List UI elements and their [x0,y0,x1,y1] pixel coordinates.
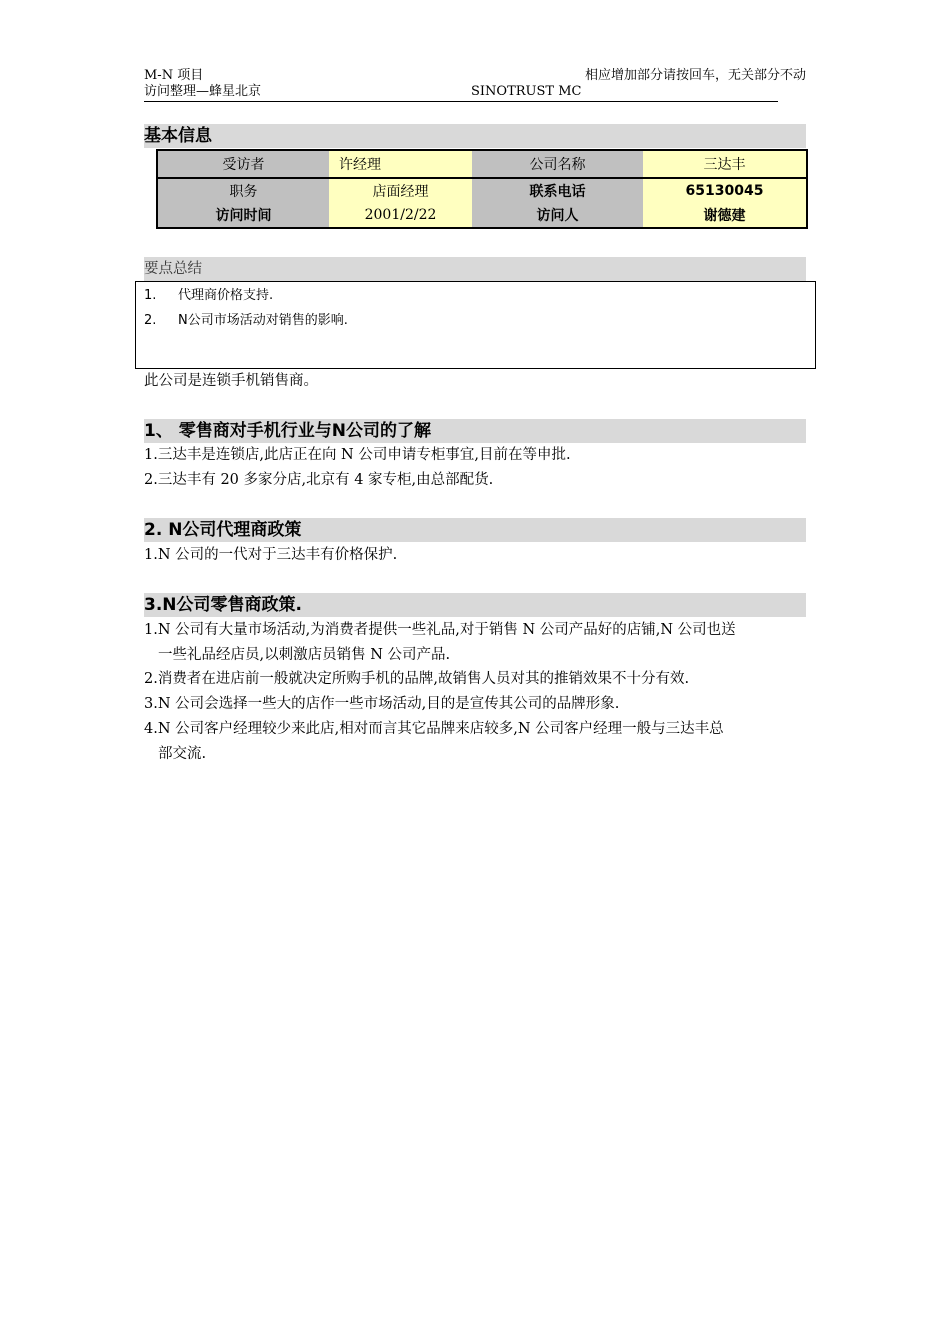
basic-info-table [156,149,808,229]
info-row [157,150,807,178]
value-visitor: 谢德建 [643,203,807,228]
value-position: 店面经理 [329,178,472,203]
value-company-name: 三达丰 [643,150,807,178]
info-row [157,178,807,203]
section-1-line: 1.三达丰是连锁店,此店正在向 N 公司申请专柜事宜,目前在等申批. [144,447,571,463]
section-1-title: 1、 零售商对手机行业与N公司的了解 [144,421,431,441]
section-2-title: 2. N公司代理商政策 [144,520,302,540]
section-3-line: 4.N 公司客户经理较少来此店,相对而言其它品牌来店较多,N 公司客户经理一般与三达丰总 [144,721,724,737]
summary-item-text: 代理商价格支持. [178,288,274,303]
summary-item [144,287,273,305]
header-note: 相应增加部分请按回车，无关部分不动 [584,68,806,83]
label-visitor: 访问人 [472,203,643,228]
summary-item-number: 1. [144,288,157,303]
header-subtitle: 访问整理—蜂星北京 [144,84,262,99]
section-1-line: 2.三达丰有 20 多家分店,北京有 4 家专柜,由总部配货. [144,472,494,488]
section-2-line: 1.N 公司的一代对于三达丰有价格保护. [144,547,398,563]
header-project: M-N 项目 [144,68,204,83]
label-phone: 联系电话 [472,178,643,203]
value-phone: 65130045 [643,178,807,203]
section-3-line: 部交流. [158,746,207,762]
summary-box [135,281,816,369]
summary-item-number: 2. [144,313,157,328]
value-visit-time: 2001/2/22 [329,203,472,228]
basic-info-title: 基本信息 [144,126,212,146]
section-3-line: 1.N 公司有大量市场活动,为消费者提供一些礼品,对于销售 N 公司产品好的店铺,N 公司也送 [144,622,736,638]
label-position: 职务 [157,178,329,203]
header-company: SINOTRUST MC [471,84,582,99]
section-3-line: 3.N 公司会选择一些大的店作一些市场活动,目的是宣传其公司的品牌形象. [144,696,620,712]
intro-text: 此公司是连锁手机销售商。 [144,373,318,389]
label-company-name: 公司名称 [472,150,643,178]
summary-band [144,257,806,281]
header-divider [144,101,778,102]
value-interviewee: 许经理 [329,150,472,178]
section-3-line: 2.消费者在进店前一般就决定所购手机的品牌,故销售人员对其的推销效果不十分有效. [144,671,690,687]
section-3-title: 3.N公司零售商政策. [144,595,302,615]
info-row [157,203,807,228]
label-visit-time: 访问时间 [157,203,329,228]
section-3-line: 一些礼品经店员,以刺激店员销售 N 公司产品. [158,647,451,663]
basic-info-band [144,124,806,148]
label-interviewee: 受访者 [157,150,329,178]
summary-item [144,312,348,330]
summary-item-text: N公司市场活动对销售的影响. [178,313,348,328]
summary-title: 要点总结 [144,261,202,277]
